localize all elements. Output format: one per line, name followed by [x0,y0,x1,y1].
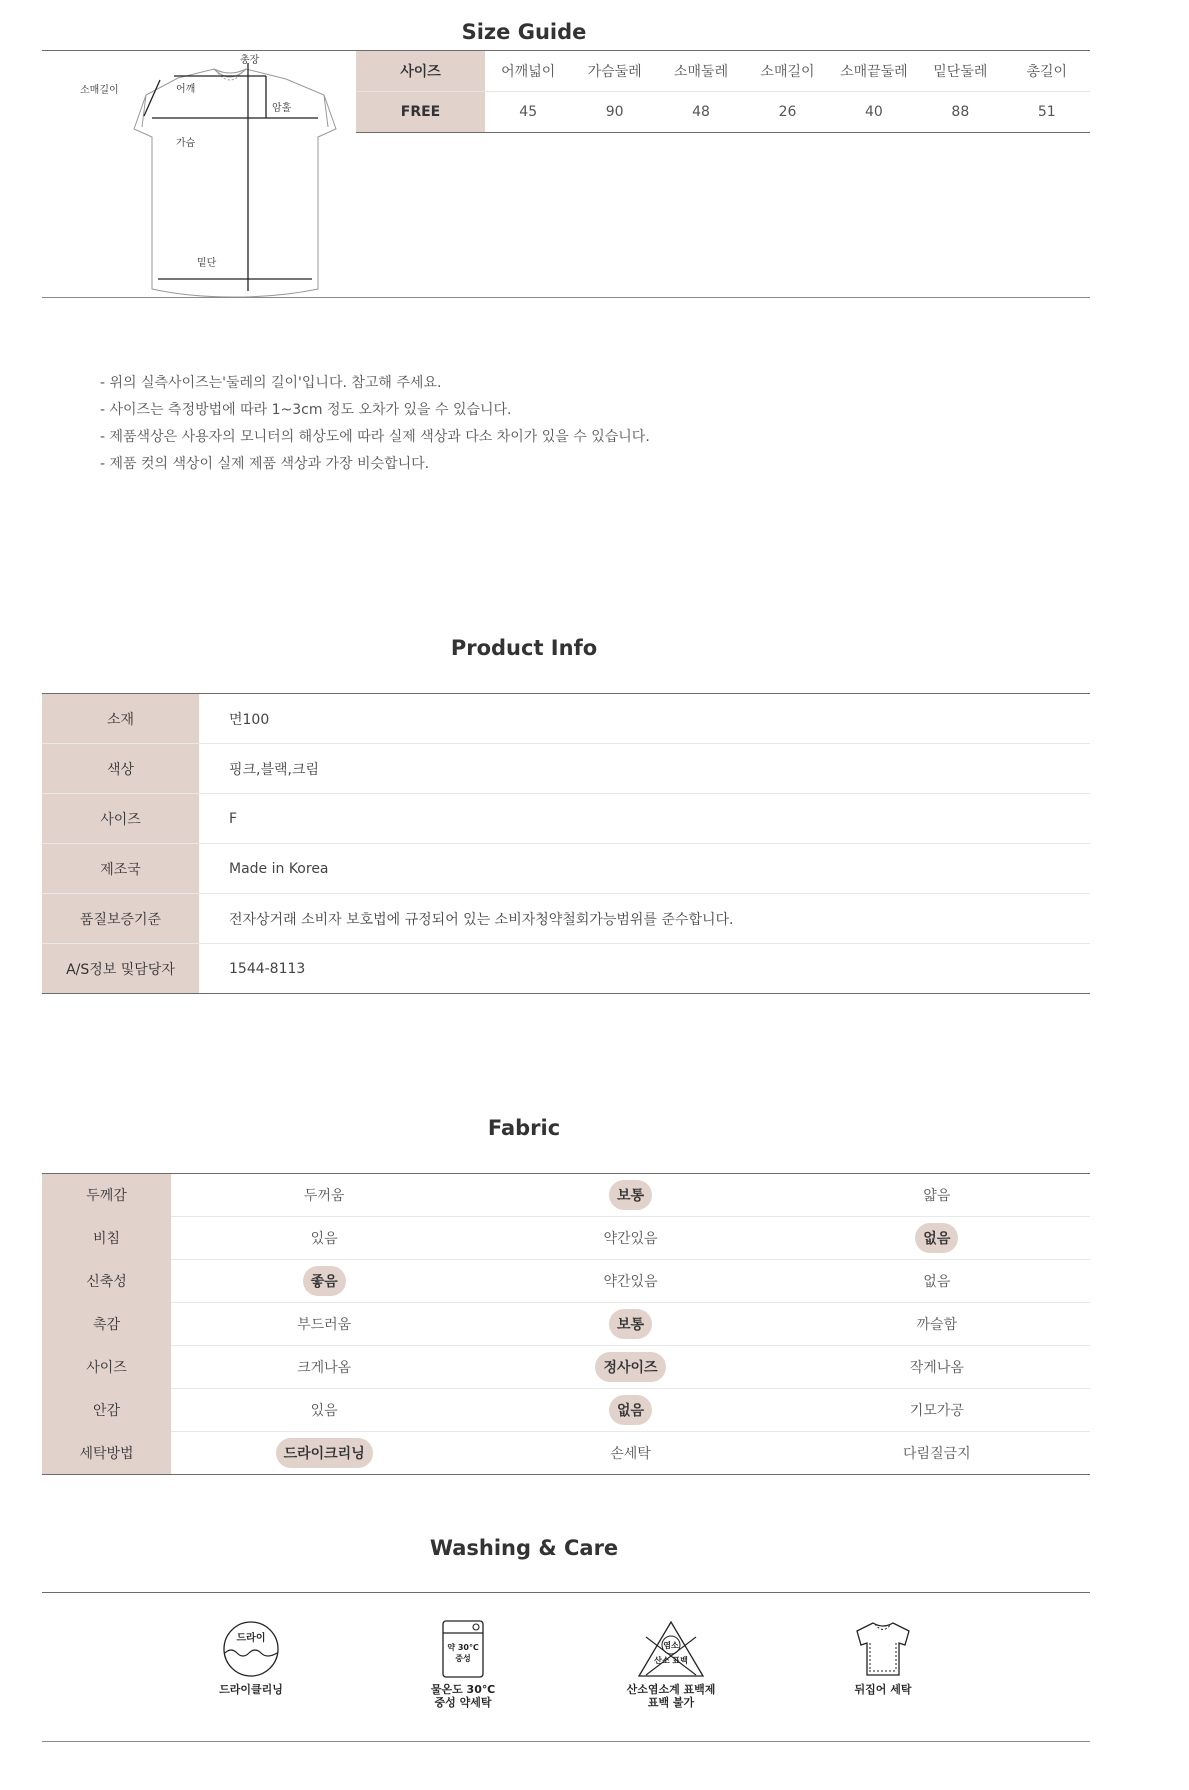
no-bleach-icon-text-top: 염소 [663,1641,679,1650]
diagram-label-total-length: 총장 [240,55,260,66]
product-info-row [42,694,1090,744]
fabric-row [42,1260,1090,1303]
fabric-row [42,1346,1090,1389]
product-info-value: 면100 [199,694,1090,744]
product-info-value: F [199,794,1090,844]
fabric-row [42,1217,1090,1260]
fabric-option-selected: 없음 [609,1395,652,1425]
size-column-header: 소매둘레 [658,51,744,92]
diagram-label-sleeve-length: 소매길이 [80,85,119,96]
product-info-row [42,894,1090,944]
fabric-option-cell [477,1303,783,1346]
care-label: 뒤집어 세탁 [854,1683,912,1696]
fabric-option-cell [784,1260,1090,1303]
size-value-cell: 40 [831,92,917,133]
no-bleach-icon [636,1619,706,1679]
fabric-option-selected: 정사이즈 [595,1352,665,1382]
size-value-cell: 45 [485,92,571,133]
fabric-option: 얇음 [923,1188,951,1204]
diagram-label-shoulder: 어깨 [176,84,196,95]
tshirt-diagram-icon [80,51,370,297]
product-info-table [42,693,1090,994]
garment-measurement-diagram [80,51,370,297]
fabric-label: 사이즈 [42,1346,171,1389]
fabric-option: 약간있음 [603,1274,658,1290]
note-line: - 위의 실측사이즈는'둘레의 길이'입니다. 참고해 주세요. [100,375,442,391]
size-table [356,51,1090,133]
wash-tub-icon-text [447,1642,479,1663]
fabric-option-cell [171,1432,477,1475]
fabric-label: 비침 [42,1217,171,1260]
fabric-option: 두꺼움 [303,1188,345,1204]
size-column-header: 밑단둘레 [917,51,1003,92]
fabric-option-selected: 드라이크리닝 [276,1438,373,1468]
fabric-title: Fabric [487,1116,561,1140]
product-info-label: 색상 [42,744,199,794]
care-label: 산소염소계 표백제 표백 불가 [626,1683,716,1709]
product-info-label: A/S정보 및담당자 [42,944,199,994]
fabric-label: 촉감 [42,1303,171,1346]
fabric-row [42,1174,1090,1217]
no-bleach-icon-text-bottom: 산소 표백 [654,1656,688,1665]
fabric-option-selected: 좋음 [303,1266,346,1296]
fabric-option-cell [784,1432,1090,1475]
fabric-option-selected: 보통 [609,1180,652,1210]
fabric-option-cell [477,1346,783,1389]
size-table-header-row [356,51,1090,92]
fabric-row [42,1303,1090,1346]
product-info-row [42,744,1090,794]
size-column-header: 어깨넓이 [485,51,571,92]
product-info-label: 사이즈 [42,794,199,844]
fabric-table [42,1173,1090,1475]
inside-out-shirt-icon [851,1619,915,1679]
fabric-option-cell [171,1217,477,1260]
fabric-option-cell [784,1303,1090,1346]
fabric-label: 안감 [42,1389,171,1432]
care-item-dry-clean [176,1619,326,1696]
diagram-label-hem: 밑단 [197,258,217,269]
dry-clean-icon [219,1619,283,1679]
size-notes [100,370,650,478]
fabric-option-cell [171,1346,477,1389]
fabric-option-selected: 없음 [915,1223,958,1253]
product-info-value: 1544-8113 [229,960,306,977]
fabric-option: 약간있음 [603,1231,658,1247]
care-label: 드라이클리닝 [219,1683,283,1696]
product-info-row [42,794,1090,844]
care-item-inside-out [808,1619,958,1696]
fabric-option: 작게나옴 [909,1360,964,1376]
fabric-row [42,1432,1090,1475]
product-info-value: 핑크,블랙,크림 [199,744,1090,794]
fabric-option-cell [171,1303,477,1346]
fabric-option-cell [171,1174,477,1217]
size-guide-title: Size Guide [461,20,587,44]
wash-tub-icon [431,1619,495,1679]
product-info-row [42,844,1090,894]
size-value-cell: 48 [658,92,744,133]
fabric-option: 손세탁 [610,1446,651,1462]
fabric-row [42,1389,1090,1432]
fabric-option: 있음 [310,1403,338,1419]
dry-clean-icon-text: 드라이 [236,1633,266,1644]
care-item-no-bleach [596,1619,746,1709]
diagram-label-armhole: 암홀 [272,103,292,114]
product-info-title: Product Info [450,636,598,660]
note-line: - 제품 컷의 색상이 실제 제품 색상과 가장 비슷합니다. [100,456,430,472]
fabric-option: 없음 [923,1274,951,1290]
size-value-cell: 26 [744,92,830,133]
fabric-option-cell [477,1432,783,1475]
size-value-cell: 88 [917,92,1003,133]
care-label: 물온도 30℃ 중성 약세탁 [430,1683,496,1709]
fabric-option: 있음 [310,1231,338,1247]
fabric-label: 신축성 [42,1260,171,1303]
product-info-row [42,944,1090,994]
product-info-label: 소재 [42,694,199,744]
fabric-label: 세탁방법 [42,1432,171,1475]
wash-tub-icon-line: 중성 [455,1654,471,1663]
fabric-option-cell [171,1389,477,1432]
fabric-option-cell [477,1260,783,1303]
washing-care-title: Washing & Care [429,1536,619,1560]
size-header-cell: 사이즈 [356,51,485,92]
note-line: - 제품색상은 사용자의 모니터의 해상도에 따라 실제 색상과 다소 차이가 있을 수 있습니다. [100,429,650,445]
product-info-value: 전자상거래 소비자 보호법에 규정되어 있는 소비자청약철회가능범위를 준수합니다. [199,894,1090,944]
fabric-option: 크게나옴 [297,1360,352,1376]
fabric-option-cell [784,1174,1090,1217]
size-column-header: 소매끝둘레 [831,51,917,92]
fabric-option-cell [784,1217,1090,1260]
size-guide-section [42,50,1090,298]
diagram-label-chest: 가슴 [176,138,196,149]
care-item-wash-30 [388,1619,538,1709]
fabric-option-cell [477,1174,783,1217]
size-column-header: 가슴둘레 [571,51,657,92]
fabric-option: 기모가공 [909,1403,964,1419]
fabric-option-cell [784,1389,1090,1432]
size-value-cell: 51 [1004,92,1090,133]
fabric-option: 까슬함 [916,1317,958,1333]
fabric-option: 부드러움 [297,1317,352,1333]
product-info-label: 품질보증기준 [42,894,199,944]
size-column-header: 총길이 [1004,51,1090,92]
fabric-option-cell [477,1389,783,1432]
size-column-header: 소매길이 [744,51,830,92]
fabric-option-cell [784,1346,1090,1389]
note-line: - 사이즈는 측정방법에 따라 1~3cm 정도 오차가 있을 수 있습니다. [100,402,512,418]
product-info-value: Made in Korea [199,844,1090,894]
fabric-label: 두께감 [42,1174,171,1217]
fabric-option-cell [477,1217,783,1260]
size-table-row [356,92,1090,133]
product-info-label: 제조국 [42,844,199,894]
fabric-option: 다림질금지 [903,1446,971,1462]
washing-care-section [42,1592,1090,1742]
wash-tub-icon-line: 약 30℃ [447,1643,479,1652]
size-name-cell: FREE [356,92,485,133]
size-value-cell: 90 [571,92,657,133]
fabric-option-cell [171,1260,477,1303]
fabric-option-selected: 보통 [609,1309,652,1339]
